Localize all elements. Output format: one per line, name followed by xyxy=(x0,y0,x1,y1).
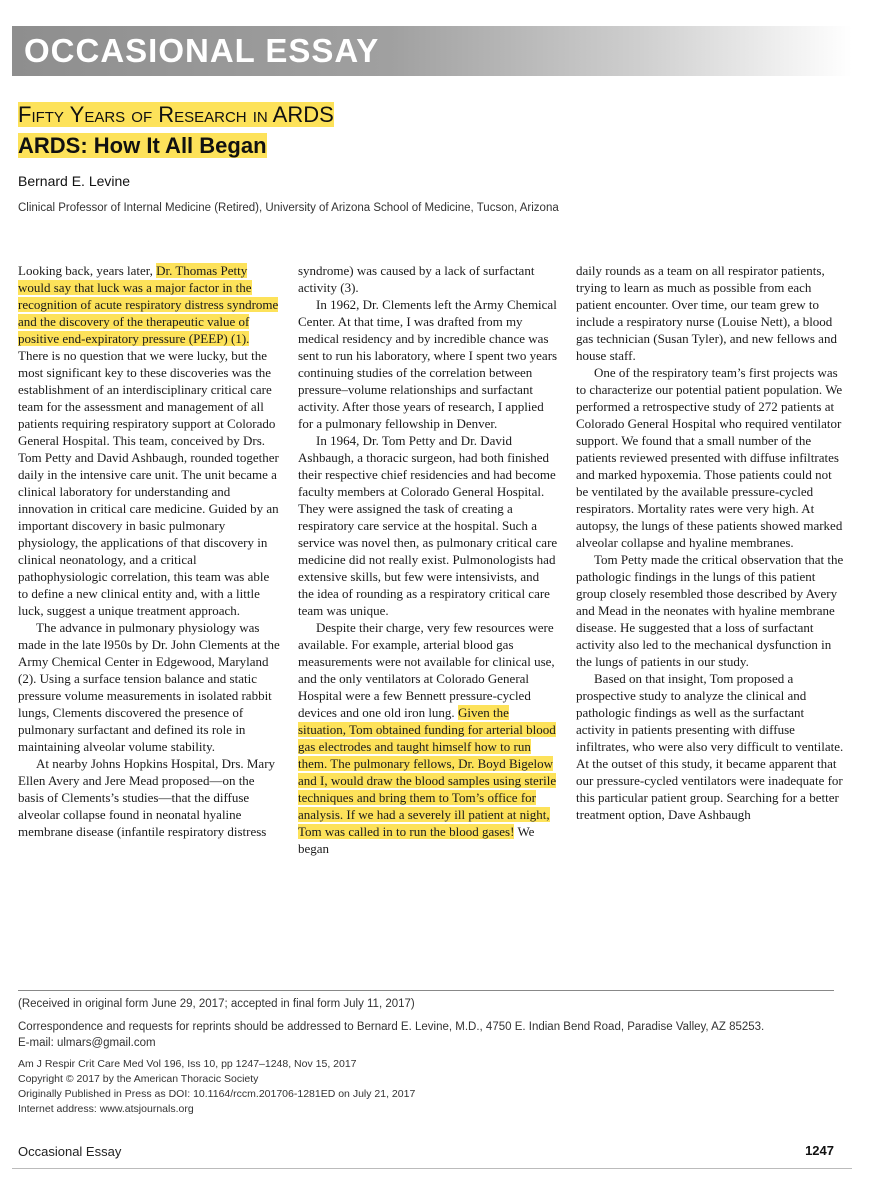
footer-divider xyxy=(12,1168,852,1169)
paragraph: The advance in pulmonary physiology was made in the late l950s by Dr. John Clements at the Army Chemical Center in Edgewood, Maryland (2). Using a surface tension balance and static pressure volume measurements in isolated rabbit lungs, Clements discovered the presence of pulmonary surfactant and defined its role in maintaining alveolar volume stability. xyxy=(18,620,280,754)
author-email: E-mail: ulmars@gmail.com xyxy=(18,1037,156,1049)
body-column-3 xyxy=(576,262,844,823)
body-column-1 xyxy=(18,262,280,840)
body-column-2 xyxy=(298,262,558,857)
correspondence-note: Correspondence and requests for reprints should be addressed to Bernard E. Levine, M.D., 4750 E. Indian Bend Road, Paradise Valley, AZ 85253. xyxy=(18,1021,765,1033)
internet-address: Internet address: www.atsjournals.org xyxy=(18,1103,194,1115)
copyright-line: Copyright © 2017 by the American Thoracic Society xyxy=(18,1073,259,1085)
received-dates: (Received in original form June 29, 2017; accepted in final form July 11, 2017) xyxy=(18,998,415,1010)
paragraph: Tom Petty made the critical observation that the pathologic findings in the lungs of this patient group closely resembled those described by Avery and Mead in the neonates with hyaline membrane disease. He suggested that a loss of surfactant activity also led to the mechanical dysfunction in the lungs of patients in our study. xyxy=(576,552,844,669)
text-run: Despite their charge, very few resources were available. For example, arterial blood gas measurements were not available for clinical use, and the only ventilators at Colorado General Hospital were a few Bennett pressure-cycled devices and one old iron lung. xyxy=(298,620,555,720)
doi-line: Originally Published in Press as DOI: 10.1164/rccm.201706-1281ED on July 21, 2017 xyxy=(18,1088,416,1100)
paragraph: In 1964, Dr. Tom Petty and Dr. David Ashbaugh, a thoracic surgeon, had both finished their respective chief residencies and had become faculty members at Colorado General Hospital. They were assigned the task of creating a respiratory care service at the hospital. Such a service was novel then, as pulmonary critical care medicine did not really exist. Pulmonologists had extensive skills, but few were intensivists, and the idea of rounding as a respiratory critical care team was unique. xyxy=(298,433,558,618)
paragraph xyxy=(18,262,280,619)
paragraph: One of the respiratory team’s first projects was to characterize our potential patient population. We performed a retrospective study of 272 patients at Colorado General Hospital who required ventilator support. We found that a small number of the patients reviewed presented with diffuse infiltrates and marked hypoxemia. Those patients could not be ventilated by the available pressure-cycled respirators. Mortality rates were very high. At autopsy, the lungs of these patients showed marked alveolar collapse and hyaline membranes. xyxy=(576,365,843,550)
article-title xyxy=(18,132,267,160)
page-number: 1247 xyxy=(805,1143,834,1158)
series-title xyxy=(18,102,334,128)
highlighted-text: Dr. Thomas Petty would say that luck was a major factor in the recognition of acute respiratory distress syndrome and the discovery of the therapeutic value of positive end-expiratory pressure (PEEP) (1). xyxy=(18,263,279,346)
paragraph: Based on that insight, Tom proposed a prospective study to analyze the clinical and pathologic findings as well as the surfactant activity in patients presenting with diffuse infiltrates, who were also very difficult to ventilate. At the outset of this study, it became apparent that our pressure-cycled ventilators were inadequate for this particular patient group. Searching for a better treatment option, Dave Ashbaugh xyxy=(576,671,844,822)
author-name: Bernard E. Levine xyxy=(18,173,131,189)
footnote-divider xyxy=(18,990,834,991)
journal-citation: Am J Respir Crit Care Med Vol 196, Iss 10, pp 1247–1248, Nov 15, 2017 xyxy=(18,1058,357,1070)
paragraph: In 1962, Dr. Clements left the Army Chemical Center. At that time, I was drafted from my medical residency and by incredible chance was sent to run his laboratory, where I spent two years continuing studies of the correlation between pressure–volume relationships and surfactant activity. After those years of research, I applied for a pulmonary fellowship in Denver. xyxy=(298,297,558,431)
section-banner xyxy=(12,26,852,76)
text-run: There is no question that we were lucky, but the most significant key to these discoveries was the establishment of an interdisciplinary critical care team for the assessment and management of all patients requiring respiratory support at Colorado General Hospital. This team, conceived by Drs. Tom Petty and David Ashbaugh, rounded together daily in the intensive care unit. The unit became a clinical laboratory for understanding and innovation in critical care medicine. Guided by an important discovery in basic pulmonary physiology, the applications of that discovery in clinical neonatology, and a critical pathophysiologic correlation, this team was able to define a new clinical entity and, with a little luck, suggest a unique treatment approach. xyxy=(18,348,279,618)
series-title-text: Fifty Years of Research in ARDS xyxy=(18,102,334,127)
paragraph: daily rounds as a team on all respirator patients, trying to learn as much as possible from each patient encounter. Over time, our team grew to include a respiratory nurse (Louise Nett), a blood gas technician (Susan Tyler), and new fellows and house staff. xyxy=(576,263,837,363)
paragraph: syndrome) was caused by a lack of surfactant activity (3). xyxy=(298,263,535,295)
text-run: Looking back, years later, xyxy=(18,263,157,278)
paragraph: At nearby Johns Hopkins Hospital, Drs. Mary Ellen Avery and Jere Mead proposed—on the basis of Clements’s studies—that the diffuse alveolar collapse found in neonatal hyaline membrane disease (infantile respiratory distress xyxy=(18,756,276,839)
author-affiliation: Clinical Professor of Internal Medicine (Retired), University of Arizona School of Medicine, Tucson, Arizona xyxy=(18,202,559,214)
footer-section-name: Occasional Essay xyxy=(18,1144,122,1159)
highlighted-text: Given the situation, Tom obtained funding for arterial blood gas electrodes and taught himself how to run them. The pulmonary fellows, Dr. Boyd Bigelow and I, would draw the blood samples using sterile techniques and bring them to Tom’s office for analysis. If we had a severely ill patient at night, Tom was called in to run the blood gases! xyxy=(298,705,557,839)
text-run: We began xyxy=(298,824,535,856)
article-title-text: ARDS: How It All Began xyxy=(18,133,267,158)
banner-text: OCCASIONAL ESSAY xyxy=(24,32,380,69)
paragraph xyxy=(298,619,558,857)
